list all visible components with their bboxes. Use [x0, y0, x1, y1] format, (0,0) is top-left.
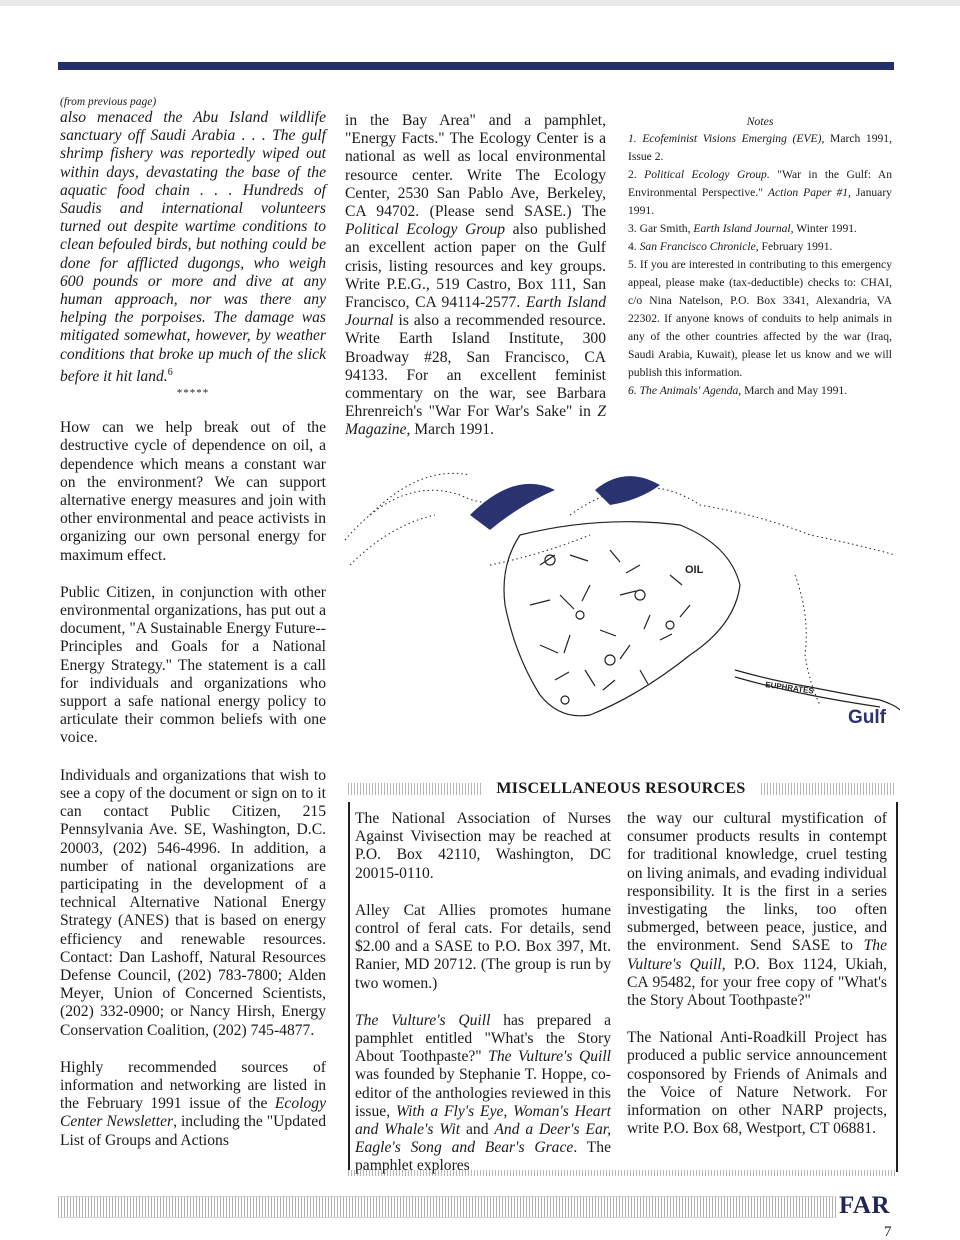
paragraph: in the Bay Area" and a pamphlet, "Energy Facts." The Ecology Center is a national as well as local environmental resource center. Write The Ecology Center, 2530 San Pablo Ave, Berkeley, CA 94702. (Please send SASE.) The Political Ecology Group also published an excellent action paper on the Gulf crisis, listing resources and key groups. Write P.E.G., 519 Castro, Box 111, San Francisco, CA 94114-2577. Earth Island Journal is also a recommended resource. Write Earth Island Institute, 300 Broadway #28, San Francisco, CA 94133. For an excellent feminist commentary on the war, see Barbara Ehrenreich's "War For War's Sake" in Z Magazine, March 1991. — [345, 112, 607, 439]
note-2: 2. Political Ecology Group. "War in the Gulf: An Environmental Perspective." Action Paper #1, January 1991. — [628, 168, 892, 217]
note-1: 1. Ecofeminist Visions Emerging (EVE), March 1991, Issue 2. — [628, 132, 892, 163]
paragraph: How can we help break out of the destructive cycle of dependence on oil, a dependence which means a constant war on the environment? We can support alternative energy measures and join with other environmental and peace activists in organizing our own personal energy for maximum effect. — [60, 419, 326, 564]
paragraph: Highly recommended sources of information and networking are listed in the February 1991 issue of the Ecology Center Newsletter, including the "Updated List of Groups and Actions — [60, 1058, 326, 1149]
paragraph: Public Citizen, in conjunction with other environmental organizations, has put out a document, "A Sustainable Energy Future--Principles and Goals for a National Energy Strategy." The statement is a call for individuals and organizations who support a safe national energy policy to articulate their common beliefs with one voice. — [60, 583, 326, 747]
paragraph: Alley Cat Allies promotes humane control of feral cats. For details, send $2.00 and a SASE to P.O. Box 397, Mt. Ranier, MD 20712. (The group is run by two women.) — [355, 901, 611, 992]
notes-title: Notes — [746, 114, 774, 128]
publication-logo: FAR — [839, 1192, 891, 1219]
gulf-label: Gulf — [848, 707, 886, 728]
footer-bar — [58, 1196, 836, 1218]
misc-column-right — [627, 810, 887, 1138]
header-rule — [58, 62, 894, 70]
paragraph: Individuals and organizations that wish to see a copy of the document or sign on to it can contact Public Citizen, 215 Pennsylvania Ave. SE, Washington, D.C. 20003, (202) 546-4996. In addition, a number of national organizations are participating in the development of a technical Alternative National Energy Strategy (ANES) that is based on energy efficiency and renewable resources. Contact: Dan Lashoff, Natural Resources Defense Council, (202) 783-7800; Alden Meyer, Union of Concerned Scientists, (202) 332-0900; or Nancy Hirsh, Energy Conservation Coalition, (202) 745-4877. — [60, 766, 326, 1039]
note-4: 4. San Francisco Chronicle, February 1991. — [628, 240, 833, 253]
quoted-passage: also menaced the Abu Island wildlife sanctuary off Saudi Arabia . . . The gulf shrimp fishery was reportedly wiped out within days, devastating the base of the aquatic food chain . . . Hundreds of Saudis and international volunteers turned out despite wartime conditions to clean befouled birds, but nothing could be done for afflicted dugongs, who weigh 600 pounds or more and dive at any human approach, nor was there any helping the porpoises. The damage was mitigated somewhat, however, by weather conditions that broke up much of the slick before it hit land.$^6$ — [60, 109, 326, 386]
column-1 — [60, 95, 326, 1150]
notes-column — [628, 112, 892, 400]
note-6: 6. The Animals' Agenda, March and May 1991. — [628, 384, 848, 397]
misc-column-left — [355, 810, 611, 1176]
footnote-ref: 6 — [167, 366, 173, 378]
continued-note: (from previous page) — [60, 96, 157, 108]
gulf-oil-spill-illustration — [340, 455, 900, 775]
scan-edge — [0, 0, 960, 6]
river-label: EUPHRATES — [764, 680, 815, 696]
oil-label: OIL — [685, 564, 704, 576]
column-2 — [345, 112, 606, 440]
section-title: MISCELLANEOUS RESOURCES — [496, 780, 746, 797]
paragraph: The National Association of Nurses Against Vivisection may be reached at P.O. Box 42110, Washington, DC 20015-0110. — [355, 810, 611, 882]
paragraph: the way our cultural mystification of consumer products results in contempt for traditional knowledge, cruel testing on living animals, and evading individual responsibility. It is the first in a series investigating the links, too often submerged, between peace, justice, and the environment. Send SASE to The Vulture's Quill, P.O. Box 1124, Ukiah, CA 95482, for your free copy of "What's the Story About Toothpaste?" — [627, 810, 887, 1010]
page-number: 7 — [884, 1224, 892, 1240]
paragraph: The Vulture's Quill has prepared a pamphlet entitled "What's the Story About Toothpaste?" The Vulture's Quill was founded by Stephanie T. Hoppe, co-editor of the anthologies reviewed in this issue, With a Fly's Eye, Woman's Heart and Whale's Wit and And a Deer's Ear, Eagle's Song and Bear's Grace. The pamphlet explores — [355, 1011, 611, 1175]
misc-resources-header — [348, 778, 894, 800]
paragraph: The National Anti-Roadkill Project has produced a public service announcement cosponsored by Friends of Animals and the Voice of Nature Network. For information on other NARP projects, write P.O. Box 68, Westport, CT 06881. — [627, 1029, 887, 1138]
header-hatch-right — [761, 783, 894, 795]
section-break: ***** — [176, 387, 210, 400]
note-5: 5. If you are interested in contributing to this emergency appeal, please make (tax-deductible) checks to: CHAI, c/o Nina Natelson, P.O. Box 3341, Alexandria, VA 22302. If anyone knows of conduits to help animals in any of the other countries affected by the war (Iraq, Saudi Arabia, Kuwait), please let us know and we will publish this information. — [628, 258, 892, 379]
header-hatch-left — [348, 783, 481, 795]
note-3: 3. Gar Smith, Earth Island Journal, Winter 1991. — [628, 222, 857, 235]
